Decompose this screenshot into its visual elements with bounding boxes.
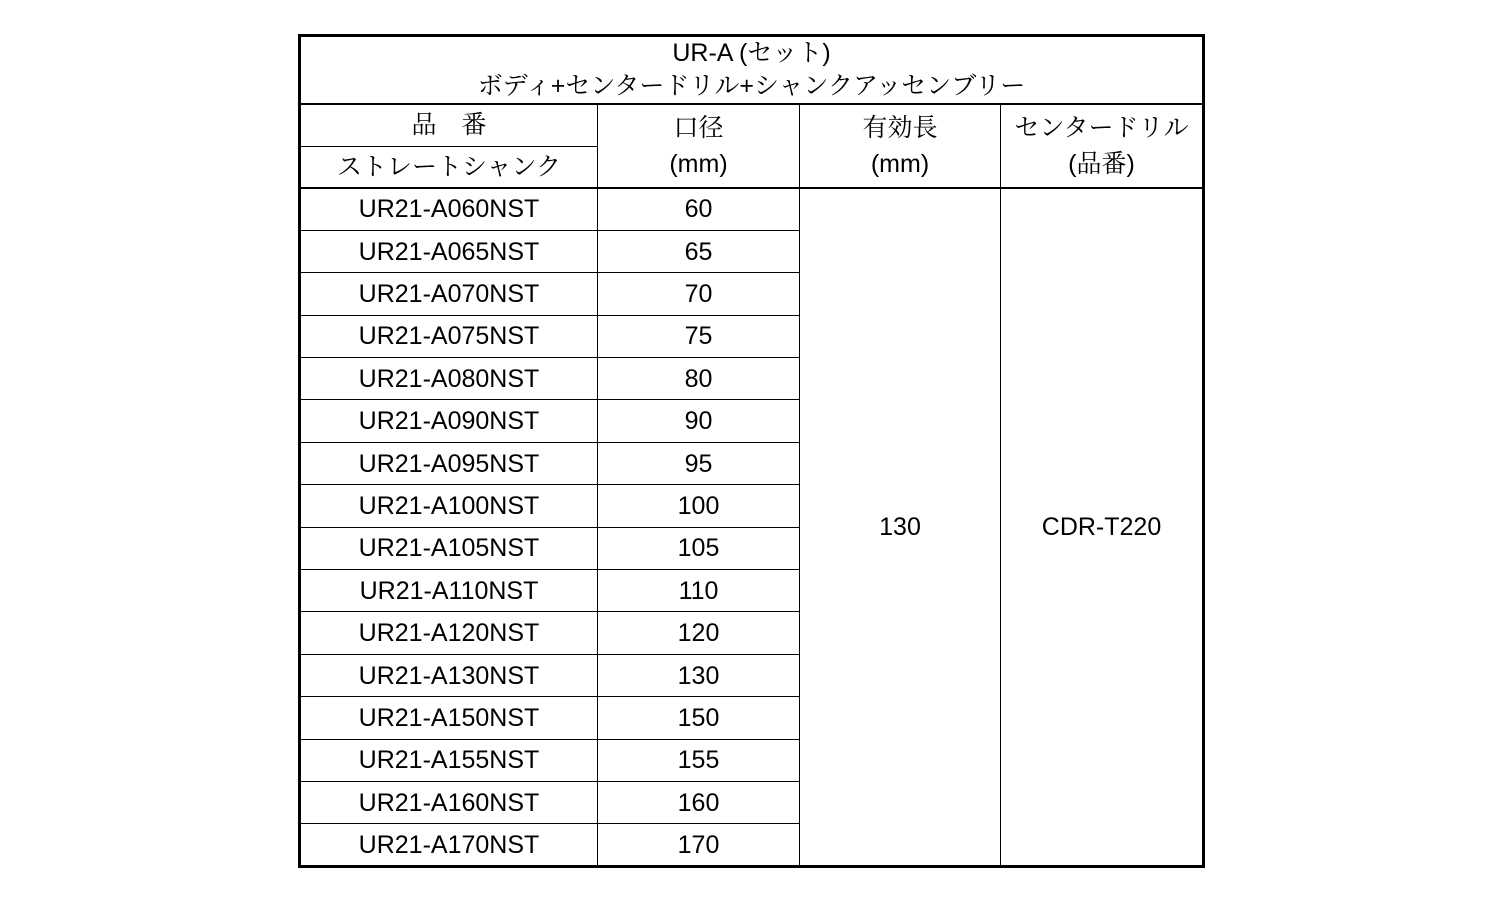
header-diameter-label: 口径 bbox=[673, 114, 724, 143]
cell-diameter: 75 bbox=[598, 315, 800, 357]
cell-diameter: 80 bbox=[598, 358, 800, 400]
cell-part-no: UR21-A070NST bbox=[300, 273, 598, 315]
cell-effective-length: 130 bbox=[800, 188, 1001, 866]
cell-diameter: 150 bbox=[598, 697, 800, 739]
header-row-1 bbox=[300, 104, 1204, 146]
cell-part-no: UR21-A170NST bbox=[300, 824, 598, 867]
table-title-cell bbox=[300, 36, 1204, 105]
cell-diameter: 90 bbox=[598, 400, 800, 442]
cell-part-no: UR21-A110NST bbox=[300, 570, 598, 612]
cell-diameter: 120 bbox=[598, 612, 800, 654]
title-row bbox=[300, 36, 1204, 105]
cell-diameter: 65 bbox=[598, 230, 800, 272]
header-center-drill-label: センタードリル bbox=[1014, 114, 1189, 143]
cell-part-no: UR21-A155NST bbox=[300, 739, 598, 781]
cell-diameter: 60 bbox=[598, 188, 800, 230]
cell-part-no: UR21-A090NST bbox=[300, 400, 598, 442]
cell-part-no: UR21-A105NST bbox=[300, 527, 598, 569]
header-effective-length-unit: (mm) bbox=[870, 150, 930, 179]
cell-part-no: UR21-A130NST bbox=[300, 654, 598, 696]
cell-center-drill: CDR-T220 bbox=[1001, 188, 1204, 866]
cell-diameter: 110 bbox=[598, 570, 800, 612]
cell-part-no: UR21-A095NST bbox=[300, 442, 598, 484]
table-title: UR-A (セット) bbox=[672, 39, 831, 67]
cell-diameter: 95 bbox=[598, 442, 800, 484]
cell-diameter: 105 bbox=[598, 527, 800, 569]
cell-diameter: 130 bbox=[598, 654, 800, 696]
table-subtitle: ボディ+センタードリル+シャンクアッセンブリー bbox=[477, 72, 1026, 100]
cell-diameter: 170 bbox=[598, 824, 800, 867]
cell-part-no: UR21-A150NST bbox=[300, 697, 598, 739]
header-part-no: 品 番 bbox=[300, 104, 598, 146]
cell-part-no: UR21-A160NST bbox=[300, 781, 598, 823]
cell-diameter: 160 bbox=[598, 781, 800, 823]
header-straight-shank: ストレートシャンク bbox=[300, 146, 598, 188]
cell-part-no: UR21-A120NST bbox=[300, 612, 598, 654]
header-center-drill bbox=[1001, 104, 1204, 188]
cell-part-no: UR21-A080NST bbox=[300, 358, 598, 400]
cell-part-no: UR21-A075NST bbox=[300, 315, 598, 357]
spec-table bbox=[298, 34, 1205, 868]
header-diameter-unit: (mm) bbox=[669, 150, 728, 179]
cell-part-no: UR21-A100NST bbox=[300, 485, 598, 527]
cell-part-no: UR21-A065NST bbox=[300, 230, 598, 272]
header-diameter bbox=[598, 104, 800, 188]
header-effective-length-label: 有効長 bbox=[862, 114, 938, 143]
cell-part-no: UR21-A060NST bbox=[300, 188, 598, 230]
header-center-drill-sub: (品番) bbox=[1068, 150, 1135, 179]
cell-diameter: 155 bbox=[598, 739, 800, 781]
header-effective-length bbox=[800, 104, 1001, 188]
table-row bbox=[300, 188, 1204, 230]
cell-diameter: 100 bbox=[598, 485, 800, 527]
cell-diameter: 70 bbox=[598, 273, 800, 315]
